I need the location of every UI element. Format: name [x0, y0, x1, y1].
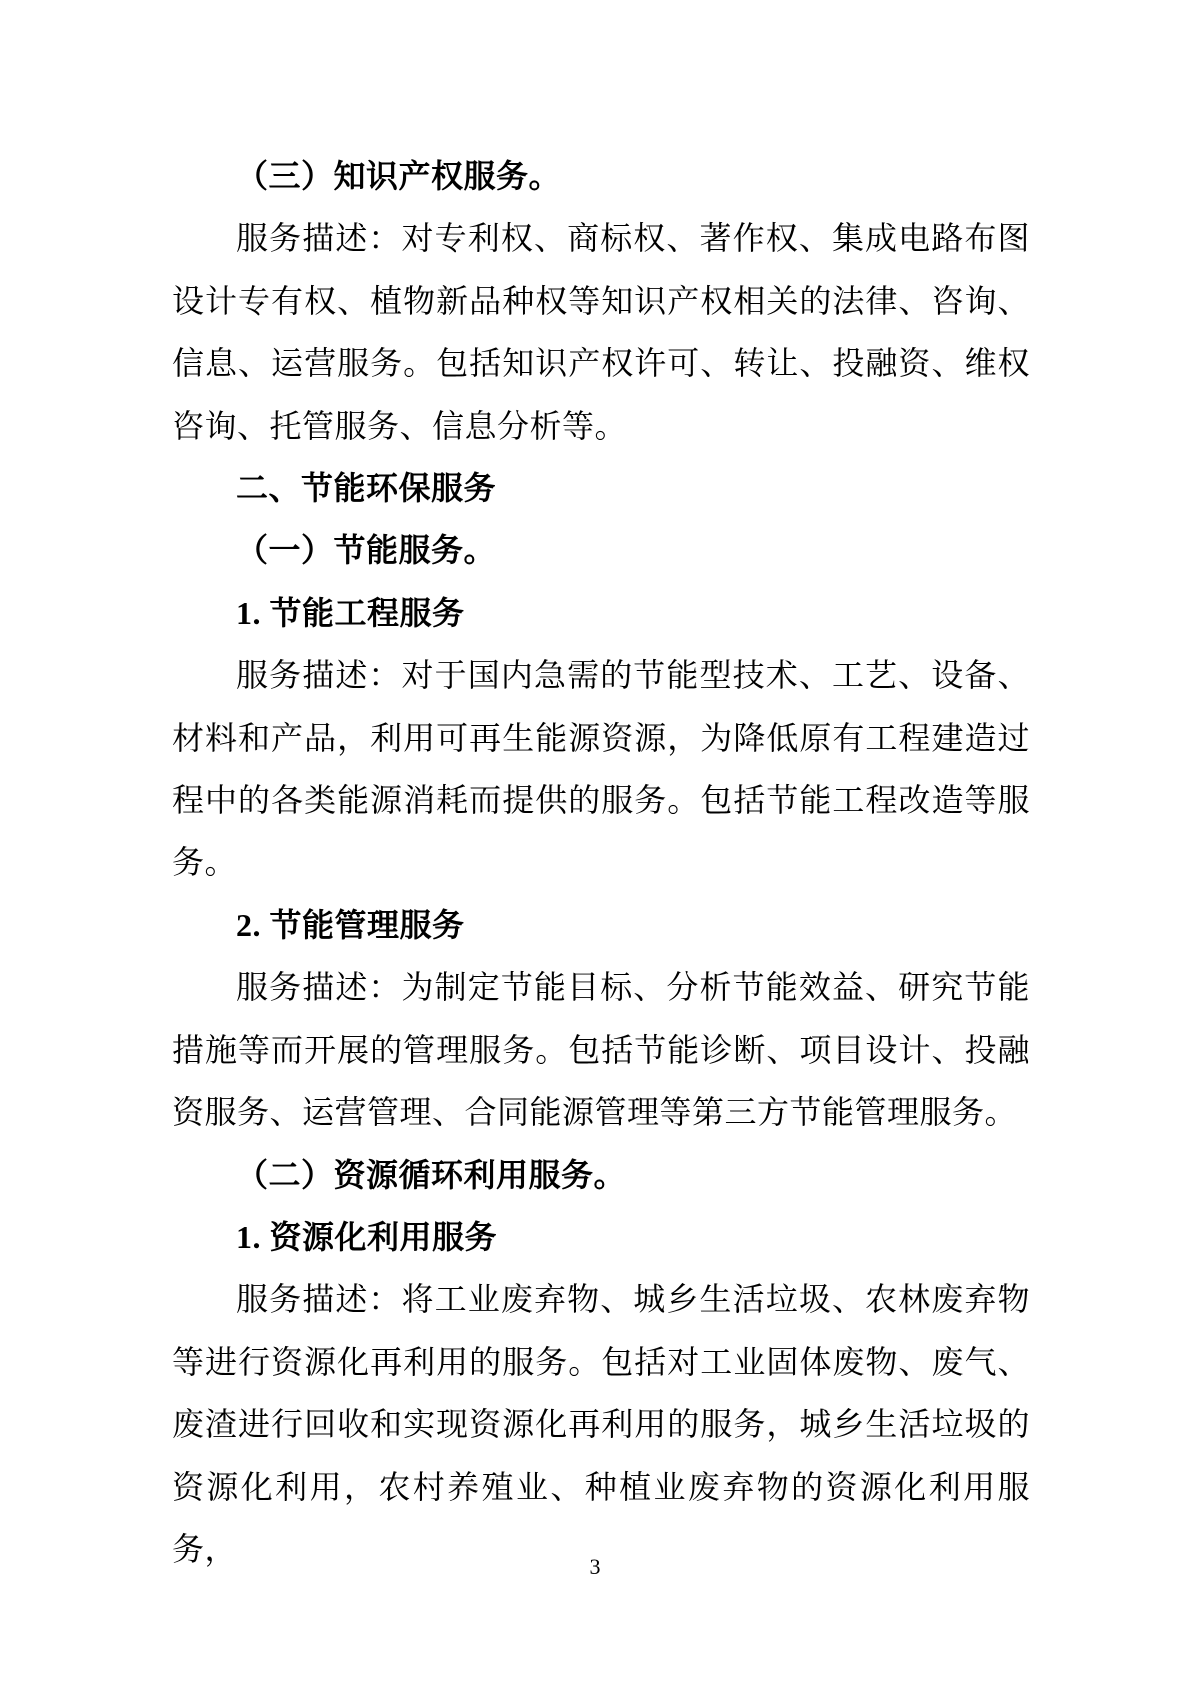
document-body — [172, 145, 1030, 1580]
body-paragraph-ip-services: 服务描述：对专利权、商标权、著作权、集成电路布图设计专有权、植物新品种权等知识产权相关的法律、咨询、信息、运营服务。包括知识产权许可、转让、投融资、维权咨询、托管服务、信息分析等。 — [172, 220, 1030, 444]
subsection-heading-ip-services: （三）知识产权服务。 — [236, 158, 562, 194]
item-heading-resource-utilization: 1. 资源化利用服务 — [236, 1218, 498, 1255]
subsection-heading-resource-recycling: （二）资源循环利用服务。 — [236, 1156, 627, 1193]
body-paragraph-resource-utilization: 服务描述：将工业废弃物、城乡生活垃圾、农林废弃物等进行资源化再利用的服务。包括对工业固体废物、废气、废渣进行回收和实现资源化再利用的服务，城乡生活垃圾的资源化利用，农村养殖业、种植业废弃物的资源化利用服务， — [172, 1281, 1030, 1567]
section-heading-energy-env: 二、节能环保服务 — [236, 470, 497, 507]
item-heading-energy-management: 2. 节能管理服务 — [236, 906, 465, 943]
subsection-heading-energy-saving: （一）节能服务。 — [236, 532, 497, 569]
item-heading-energy-engineering: 1. 节能工程服务 — [236, 594, 465, 631]
page-footer — [0, 1552, 1190, 1582]
body-paragraph-energy-management: 服务描述：为制定节能目标、分析节能效益、研究节能措施等而开展的管理服务。包括节能诊断、项目设计、投融资服务、运营管理、合同能源管理等第三方节能管理服务。 — [172, 969, 1030, 1131]
page-number: 3 — [589, 1554, 601, 1579]
body-paragraph-energy-engineering: 服务描述：对于国内急需的节能型技术、工艺、设备、材料和产品，利用可再生能源资源，为降低原有工程建造过程中的各类能源消耗而提供的服务。包括节能工程改造等服务。 — [172, 657, 1030, 881]
